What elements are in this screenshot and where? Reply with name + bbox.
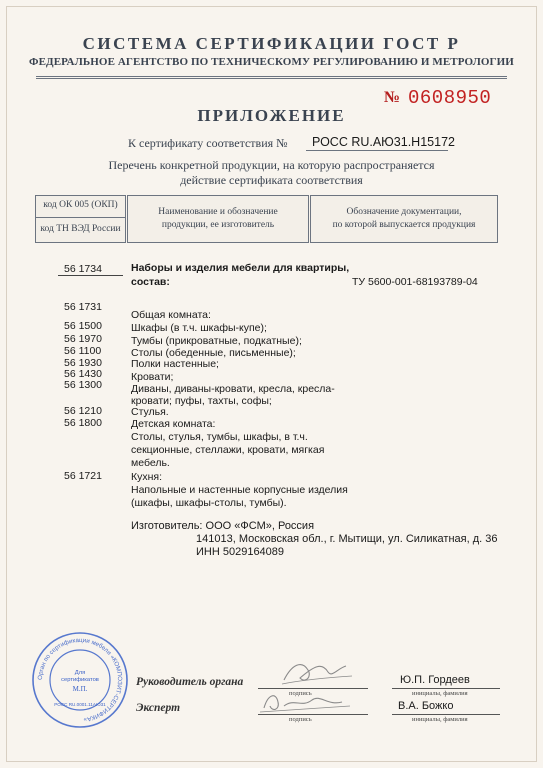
item-code: 56 1300 (64, 379, 102, 391)
item-text: Кровати; (131, 371, 174, 383)
name-header-box (127, 195, 309, 243)
item-text: секционные, стеллажи, кровати, мягкая (131, 444, 325, 456)
item-text: Шкафы (в т.ч. шкафы-купе); (131, 322, 267, 334)
item-code: 56 1970 (64, 333, 102, 345)
item-code: 56 1430 (64, 368, 102, 380)
certificate-underline (306, 150, 448, 151)
item-text: Общая комната: (131, 309, 211, 321)
item-code: 56 1930 (64, 357, 102, 369)
item-text: Тумбы (прикроватные, подкатные); (131, 335, 302, 347)
item-text: Напольные и настенные корпусные изделия (131, 484, 348, 496)
stamp-center-line2: сертификатов (61, 677, 99, 683)
header-rule (36, 76, 507, 77)
item-text: Стулья. (131, 406, 169, 418)
name-header-line2: продукции, ее изготовитель (161, 220, 275, 230)
name-header-line1: Наименование и обозначение (158, 207, 278, 217)
item-code: 56 1500 (64, 320, 102, 332)
certificate-number: РОСС RU.АЮ31.Н15172 (312, 135, 455, 149)
item-code: 56 1100 (64, 345, 102, 357)
main-product-title-line2: состав: (131, 276, 170, 288)
list-title (0, 158, 543, 188)
stamp-center-mark: М.П. (72, 685, 88, 693)
stamp-bottom-code: РОСС RU.0001.11АЮ31 (54, 702, 106, 707)
item-text: Столы, стулья, тумбы, шкафы, в т.ч. (131, 431, 308, 443)
head-name-line (392, 688, 500, 689)
serial-label: № (384, 89, 401, 106)
manufacturer-address: 141013, Московская обл., г. Мытищи, ул. Силикатная, д. 36 (196, 533, 498, 545)
item-code: 56 1721 (64, 470, 102, 482)
name-header-text (128, 206, 308, 232)
manufacturer-inn: ИНН 5029164089 (196, 546, 285, 558)
certificate-label: К сертификату соответствия № (128, 136, 288, 150)
manufacturer-line1: Изготовитель: ООО «ФСМ», Россия (131, 520, 315, 532)
head-sign-caption: подпись (289, 690, 312, 697)
code-tn-header: код ТН ВЭД России (40, 224, 121, 234)
head-signature (262, 656, 362, 690)
main-product-code: 56 1734 (64, 263, 102, 275)
item-code: 56 1800 (64, 417, 102, 429)
header-rule-2 (36, 78, 507, 79)
item-text: Кухня: (131, 471, 163, 483)
stamp-center-line1: Для (74, 670, 86, 676)
expert-name-caption: инициалы, фамилия (412, 716, 468, 723)
item-text: Диваны, диваны-кровати, кресла, кресла- (131, 383, 335, 395)
item-text: кровати; пуфы, тахты, софы; (131, 395, 272, 407)
doc-header-box (310, 195, 498, 243)
main-product-title-line1: Наборы и изделия мебели для квартиры, (131, 262, 350, 274)
list-title-line1: Перечень конкретной продукции, на которую распространяется (108, 158, 435, 172)
item-text: Полки настенные; (131, 358, 219, 370)
doc-header-line2: по которой выпускается продукция (332, 220, 476, 230)
serial-number: 0608950 (408, 87, 492, 109)
code-okp-header: код ОК 005 (ОКП) (43, 200, 118, 210)
item-code: 56 1210 (64, 405, 102, 417)
main-product-document: ТУ 5600-001-68193789-04 (352, 276, 478, 288)
expert-name-line (392, 714, 500, 715)
head-name-caption: инициалы, фамилия (412, 690, 468, 697)
expert-name: В.А. Божко (398, 700, 454, 712)
expert-sign-caption: подпись (289, 716, 312, 723)
code-header-divider (36, 217, 125, 218)
doc-header-text (311, 206, 497, 232)
item-text: мебель. (131, 457, 170, 469)
item-text: Детская комната: (131, 418, 216, 430)
expert-signature (250, 688, 360, 718)
item-code: 56 1731 (64, 301, 102, 313)
head-of-body-label: Руководитель органа (136, 676, 244, 688)
doc-header-line1: Обозначение документации, (346, 207, 462, 217)
expert-label: Эксперт (136, 702, 181, 714)
agency-heading: ФЕДЕРАЛЬНОЕ АГЕНТСТВО ПО ТЕХНИЧЕСКОМУ РЕГУЛИРОВАНИЮ И МЕТРОЛОГИИ (29, 56, 514, 68)
item-text: (шкафы, шкафы-столы, тумбы). (131, 497, 287, 509)
stamp-ring-text: Орган по сертификации мебели «КОМПОЗИТ-СЕРТИФИКА» (36, 636, 124, 723)
main-product-code-underline (58, 275, 123, 276)
item-text: Столы (обеденные, письменные); (131, 347, 296, 359)
list-title-line2: действие сертификата соответствия (180, 173, 363, 187)
head-name: Ю.П. Гордеев (400, 674, 470, 686)
system-heading: СИСТЕМА СЕРТИФИКАЦИИ ГОСТ Р (82, 34, 461, 53)
code-header-box (35, 195, 126, 243)
appendix-title: ПРИЛОЖЕНИЕ (197, 106, 346, 125)
seal-stamp (30, 630, 130, 730)
